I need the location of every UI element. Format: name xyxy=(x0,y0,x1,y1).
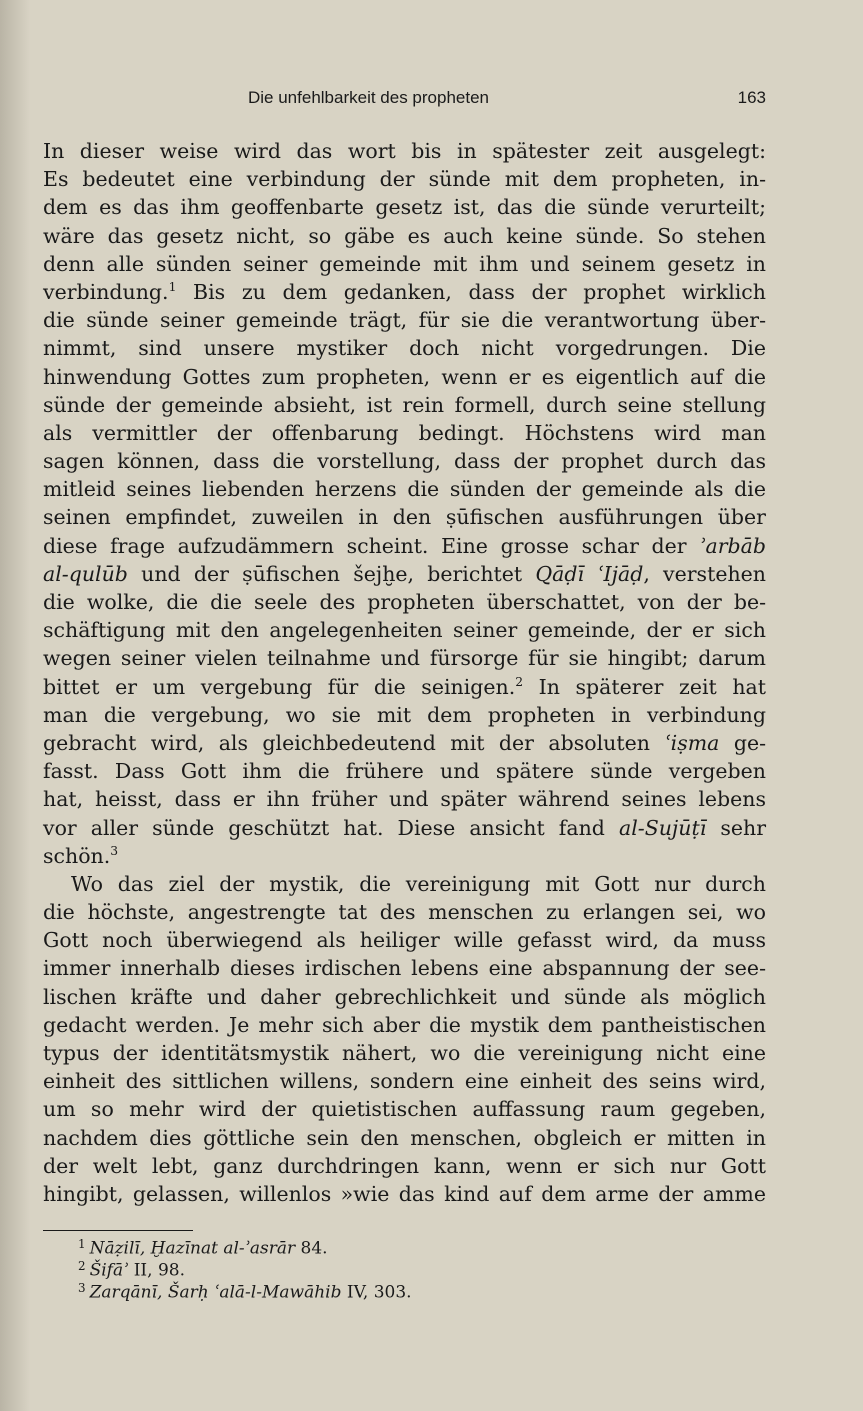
text-line xyxy=(43,842,766,870)
text-line: sagen können, dass die vorstellung, dass der prophet durch das xyxy=(43,449,766,474)
text-line: typus der identitätsmystik nähert, wo die vereinigung nicht eine xyxy=(43,1041,766,1065)
text-line: die sünde seiner gemeinde trägt, für sie die verantwortung über- xyxy=(43,308,766,333)
text-line: nachdem dies göttliche sein den menschen, obgleich er mitten in xyxy=(43,1125,766,1150)
text-line: hingibt, gelassen, willenlos »wie das kind auf dem arme der amme xyxy=(43,1181,766,1206)
italic-term: al-qulūb xyxy=(43,561,128,586)
footnote xyxy=(78,1233,678,1259)
text-line: seinen empfindet, zuweilen in den ṣūfischen ausführungen über xyxy=(43,505,766,530)
text-line: die wolke, die die seele des propheten überschattet, von der be- xyxy=(43,590,766,614)
text-line xyxy=(43,729,766,757)
text-line: wäre das gesetz nicht, so gäbe es auch keine sünde. So stehen xyxy=(43,223,766,248)
text-line: nimmt, sind unsere mystiker doch nicht vorgedrungen. Die xyxy=(43,336,766,361)
text-run: und der ṣūfischen šejḫe, berichtet xyxy=(127,561,536,586)
text-run: bittet er um vergebung für die seinigen. xyxy=(43,674,516,699)
text-run: diese frage aufzudämmern scheint. Eine grosse schar der xyxy=(43,533,700,558)
text-line: immer innerhalb dieses irdischen lebens eine abspannung der see- xyxy=(43,956,766,981)
text-run: verbindung. xyxy=(43,279,169,304)
footnote-source: Zarqānī, Šarḥ ʿalā-l-Mawāhib xyxy=(89,1282,342,1303)
footnote xyxy=(78,1277,678,1303)
text-line: hinwendung Gottes zum propheten, wenn er es eigentlich auf die xyxy=(43,364,766,389)
text-line: man die vergebung, wo sie mit dem propheten in verbindung xyxy=(43,702,766,727)
footnote-locator: IV, 303. xyxy=(341,1282,412,1303)
text-run: vor aller sünde geschützt hat. Diese ansicht fand xyxy=(43,815,619,840)
running-head: Die unfehlbarkeit des propheten xyxy=(248,88,489,107)
footnote-number: 1 xyxy=(78,1237,86,1251)
text-line xyxy=(43,278,766,306)
footnote-ref: 1 xyxy=(168,279,177,294)
footnotes xyxy=(78,1233,678,1303)
text-line: sünde der gemeinde absieht, ist rein formell, durch seine stellung xyxy=(43,392,766,417)
text-run: ge- xyxy=(719,730,767,755)
text-line: gedacht werden. Je mehr sich aber die mystik dem pantheistischen xyxy=(43,1012,766,1037)
text-line xyxy=(43,532,766,560)
text-line: Wo das ziel der mystik, die vereinigung mit Gott nur durch xyxy=(71,871,766,896)
text-run: In späterer zeit hat xyxy=(523,674,766,699)
text-run: gebracht wird, als gleichbedeutend mit der absoluten xyxy=(43,730,665,755)
italic-term: ʿiṣma xyxy=(664,730,720,755)
text-line: wegen seiner vielen teilnahme und fürsorge für sie hingibt; darum xyxy=(43,646,766,671)
text-line: Gott noch überwiegend als heiliger wille gefasst wird, da muss xyxy=(43,928,766,953)
text-line: einheit des sittlichen willens, sondern eine einheit des seins wird, xyxy=(43,1069,766,1094)
text-run: , verstehen xyxy=(643,561,766,586)
text-line: lischen kräfte und daher gebrechlichkeit und sünde als möglich xyxy=(43,984,766,1009)
text-line: die höchste, angestrengte tat des menschen zu erlangen sei, wo xyxy=(43,900,766,925)
italic-term: al-Sujūṭī xyxy=(618,815,707,840)
text-run: schön. xyxy=(43,843,111,868)
text-line: als vermittler der offenbarung bedingt. Höchstens wird man xyxy=(43,420,766,445)
footnote-source: Nāẓilī, Ḫazīnat al-ʾasrār xyxy=(89,1238,296,1259)
text-line xyxy=(43,560,766,588)
text-line xyxy=(43,814,766,842)
text-line: der welt lebt, ganz durchdringen kann, wenn er sich nur Gott xyxy=(43,1153,766,1178)
page-edge-shadow xyxy=(0,0,30,1411)
footnote xyxy=(78,1255,678,1281)
footnote-locator: II, 98. xyxy=(128,1260,185,1281)
footnote-ref: 3 xyxy=(110,843,119,858)
text-line: Es bedeutet eine verbindung der sünde mit dem propheten, in- xyxy=(43,167,766,192)
text-line: denn alle sünden seiner gemeinde mit ihm und seinem gesetz in xyxy=(43,251,766,276)
body-text xyxy=(43,137,766,1208)
footnote-source: Šifāʾ xyxy=(89,1260,129,1281)
footnote-number: 3 xyxy=(78,1281,86,1295)
text-line: um so mehr wird der quietistischen auffassung raum gegeben, xyxy=(43,1097,766,1122)
italic-term: ʾarbāb xyxy=(699,533,766,558)
text-line: mitleid seines liebenden herzens die sünden der gemeinde als die xyxy=(43,477,766,502)
text-line: fasst. Dass Gott ihm die frühere und spätere sünde vergeben xyxy=(43,759,766,784)
footnote-ref: 2 xyxy=(515,674,524,689)
text-line: In dieser weise wird das wort bis in spätester zeit ausgelegt: xyxy=(43,139,766,163)
text-run: sehr xyxy=(706,815,766,840)
italic-term: Qāḍī ʿIjāḍ xyxy=(535,561,644,586)
footnote-number: 2 xyxy=(78,1259,86,1273)
footnote-rule xyxy=(43,1230,193,1231)
text-line xyxy=(43,673,766,701)
footnote-locator: 84. xyxy=(295,1238,328,1259)
text-line: hat, heisst, dass er ihn früher und später während seines lebens xyxy=(43,787,766,812)
page-number: 163 xyxy=(737,88,766,107)
text-line: dem es das ihm geoffenbarte gesetz ist, das die sünde verurteilt; xyxy=(43,195,766,220)
text-line: schäftigung mit den angelegenheiten seiner gemeinde, der er sich xyxy=(43,618,766,643)
text-run: Bis zu dem gedanken, dass der prophet wirklich xyxy=(176,279,766,304)
